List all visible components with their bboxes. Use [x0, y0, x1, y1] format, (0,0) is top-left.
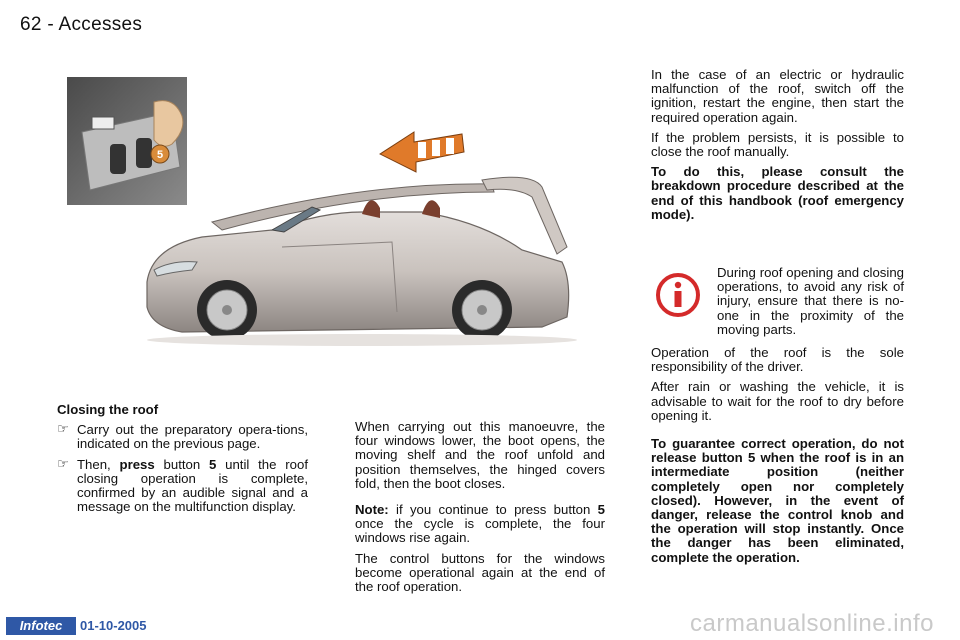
closing-direction-arrow: [380, 132, 464, 172]
section-title: Closing the roof: [57, 402, 159, 417]
windows-paragraph: The control buttons for the windows become operational again at the end of the roof operation.: [355, 550, 605, 595]
problem-paragraph: If the problem persists, it is possible to close the roof manually.: [651, 129, 904, 160]
footer-date: 01-10-2005: [80, 618, 147, 633]
warning-icon: [655, 272, 701, 318]
right-column-bottom: [651, 346, 904, 571]
note-label: Note:: [355, 502, 389, 518]
list-item: ☞ Carry out the preparatory opera-tions, indicated on the previous page.: [57, 422, 308, 452]
watermark: carmanualsonline.info: [690, 610, 934, 637]
callout-number: 5: [156, 149, 164, 161]
left-column: [57, 403, 308, 520]
manoeuvre-paragraph: When carrying out this manoeuvre, the four windows lower, the boot opens, the moving shelf and the roof unfold and position themselves, the hinged covers fold, then the boot closes.: [355, 419, 605, 491]
list-item: ☞ Then, press button 5 until the roof closing operation is complete, confirmed by an audible signal and a message on the multifunction display.: [57, 456, 308, 515]
middle-column: [355, 420, 605, 600]
right-column-top: [651, 68, 904, 228]
roof-closing-illustration: [62, 72, 602, 352]
car-convertible-illustration: [62, 72, 602, 352]
roof-control-inset: [67, 77, 187, 205]
guarantee-paragraph: To guarantee correct operation, do not release button 5 when the roof is in an intermediate position (neither completely open nor completely closed). However, in the event of danger, release the control knob and the operation will stop instantly. Once the danger has been eliminated, complete the operation.: [651, 436, 904, 565]
header-separator: -: [47, 14, 54, 35]
malfunction-paragraph: In the case of an electric or hydraulic malfunction of the roof, switch off the ignition, restart the engine, then start the required operation again.: [651, 67, 904, 125]
pointer-bullet-icon: ☞: [57, 456, 69, 472]
page-header: [20, 14, 142, 36]
pointer-bullet-icon: ☞: [57, 422, 69, 438]
responsibility-paragraph: Operation of the roof is the sole responsibility of the driver.: [651, 345, 904, 375]
front-wheel: [197, 280, 257, 340]
rear-wheel: [452, 280, 512, 340]
warning-text: During roof opening and closing operations, to avoid any risk of injury, ensure that there is no-one in the proximity of the moving parts.: [717, 265, 904, 337]
note-paragraph: Note: if you continue to press button 5 once the cycle is complete, the four windows rise again.: [355, 502, 605, 546]
breakdown-paragraph: To do this, please consult the breakdown procedure described at the end of this handbook (roof emergency mode).: [651, 164, 904, 222]
infotec-badge: Infotec: [6, 617, 76, 635]
page-number: 62: [20, 14, 42, 35]
page-title: Accesses: [58, 14, 143, 35]
rain-paragraph: After rain or washing the vehicle, it is advisable to wait for the roof to dry before opening it.: [651, 379, 904, 423]
